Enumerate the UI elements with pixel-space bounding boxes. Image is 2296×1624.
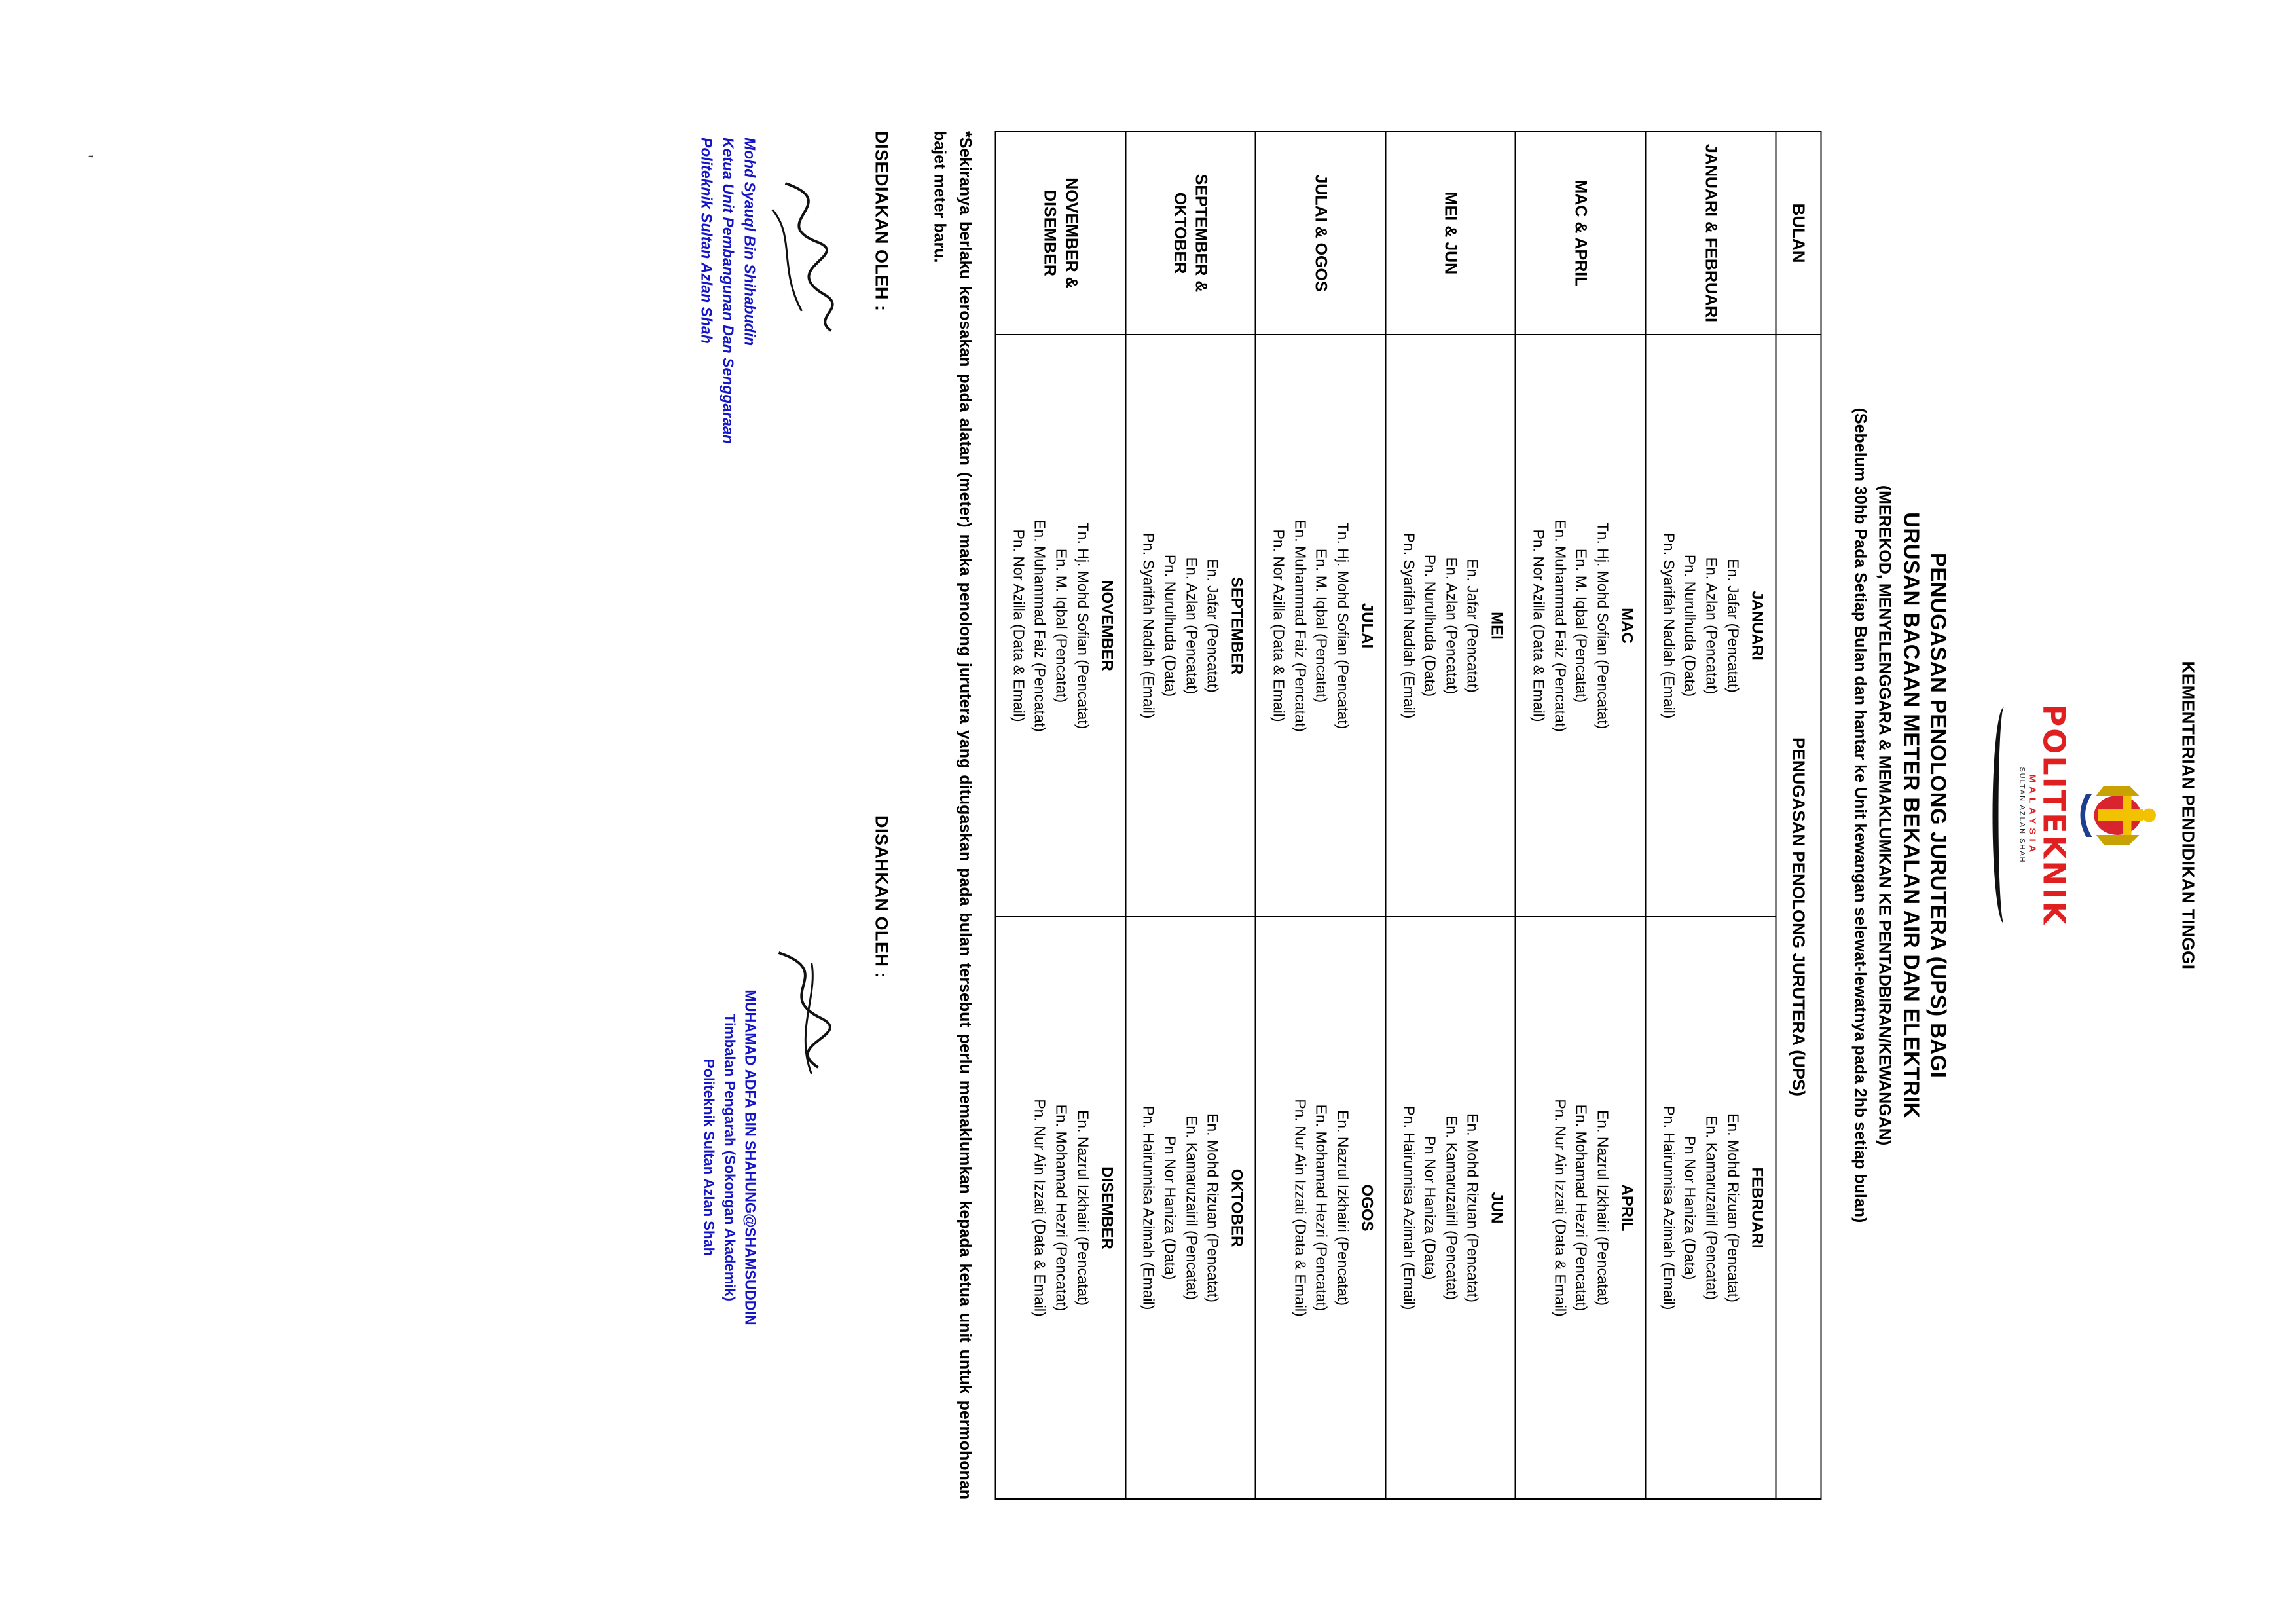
assignment-group — [1386, 335, 1515, 916]
assignee: Pn. Hairunnisa Azimah (Email) — [1660, 1105, 1677, 1310]
group-month: OGOS — [1357, 1184, 1376, 1232]
assignee: Pn Nor Haniza (Data) — [1421, 1135, 1439, 1280]
prepared-by-name-block — [695, 138, 760, 444]
group-month: SEPTEMBER — [1228, 576, 1246, 675]
table-row — [1255, 132, 1385, 1499]
assignee: Pn. Nurulhuda (Data) — [1681, 554, 1699, 697]
document-header — [1975, 131, 2198, 1500]
assignee: En. Kamaruzairil (Pencatat) — [1442, 1115, 1460, 1301]
assignee: En. Muhammad Faiz (Pencatat) — [1551, 519, 1569, 732]
assignee: Pn Nor Haniza (Data) — [1681, 1135, 1699, 1280]
assignee: Pn. Nur Ain Izzati (Data & Email) — [1031, 1099, 1049, 1317]
row-assignments — [1255, 335, 1385, 1499]
assignee: Tn. Hj. Mohd Sofian (Pencatat) — [1074, 522, 1091, 729]
assignee: En. Mohamad Hezri (Pencatat) — [1313, 1104, 1330, 1312]
assignee: Pn. Nor Azilla (Data & Email) — [1530, 529, 1548, 722]
group-month: NOVEMBER — [1097, 580, 1116, 671]
assignee: En. Azlan (Pencatat) — [1703, 557, 1721, 695]
assignee: Pn. Syarifah Nadiah (Email) — [1140, 532, 1157, 719]
assignee: Tn. Hj. Mohd Sofian (Pencatat) — [1334, 522, 1351, 729]
document-title-block — [1849, 131, 1952, 1500]
politeknik-campus: SULTAN AZLAN SHAH — [2018, 767, 2026, 864]
logo-area — [2018, 131, 2168, 1500]
row-month-label: MAC & APRIL — [1516, 132, 1646, 335]
assignee: En. Mohamad Hezri (Pencatat) — [1052, 1104, 1070, 1312]
prepared-by-block — [676, 131, 892, 815]
row-month-label: MEI & JUN — [1385, 132, 1516, 335]
malaysia-crest-icon — [2070, 766, 2168, 864]
row-month-label: NOVEMBER & DISEMBER — [995, 132, 1125, 335]
row-assignments — [1516, 335, 1646, 1499]
assignee: En. M. Iqbal (Pencatat) — [1573, 548, 1590, 703]
row-assignments — [1385, 335, 1516, 1499]
assignment-group — [1646, 335, 1775, 916]
signature-area — [676, 131, 892, 1500]
group-month: OKTOBER — [1228, 1168, 1246, 1247]
assignee: En. Nazrul Izkhairi (Pencatat) — [1334, 1109, 1351, 1306]
table-row — [1125, 132, 1256, 1499]
politeknik-subtitle: MALAYSIA — [2026, 774, 2037, 857]
table-header-row — [1776, 132, 1821, 1499]
group-month: MAC — [1618, 608, 1636, 644]
assignment-group — [1516, 916, 1645, 1498]
assignee: En. Nazrul Izkhairi (Pencatat) — [1074, 1109, 1091, 1306]
row-month-label: JANUARI & FEBRUARI — [1645, 132, 1776, 335]
assignee: En. Mohamad Hezri (Pencatat) — [1573, 1104, 1590, 1312]
assignee: Tn. Hj. Mohd Sofian (Pencatat) — [1594, 522, 1612, 729]
table-row — [1645, 132, 1776, 1499]
title-line-4: (Sebelum 30hb Pada Setiap Bulan dan hantar ke Unit kewangan selewat-lewatnya pada 2hb setiap bulan) — [1851, 407, 1870, 1223]
group-month: JULAI — [1357, 602, 1376, 649]
logo-swoosh-icon — [1992, 707, 2015, 923]
title-line-3: (MEREKOD, MENYELENGGARA & MEMAKLUMKAN KE PENTADBIRAN/KEWANGAN) — [1875, 485, 1894, 1146]
assignee: En. Muhammad Faiz (Pencatat) — [1031, 519, 1049, 732]
assignee: Pn. Hairunnisa Azimah (Email) — [1140, 1105, 1157, 1310]
prepared-by-label: DISEDIAKAN OLEH : — [871, 131, 892, 312]
assignee: En. Mohd Rizuan (Pencatat) — [1464, 1113, 1482, 1302]
assignee: En. Muhammad Faiz (Pencatat) — [1291, 519, 1309, 732]
group-month: FEBRUARI — [1747, 1167, 1766, 1249]
group-month: JANUARI — [1747, 591, 1766, 661]
group-month: JUN — [1487, 1192, 1506, 1224]
row-month-label: JULAI & OGOS — [1255, 132, 1385, 335]
footnote: *Sekiranya berlaku kerosakan pada alatan (meter) maka penolong jurutera yang ditugaskan pada bulan tersebut perlu memaklumkan kepada ketua unit untuk permohonan bajet meter baru. — [930, 131, 974, 1500]
group-month: DISEMBER — [1097, 1166, 1116, 1249]
assignment-group — [1126, 335, 1255, 916]
row-assignments — [1125, 335, 1256, 1499]
assignment-group — [1256, 335, 1385, 916]
assignee: En. Kamaruzairil (Pencatat) — [1182, 1115, 1200, 1301]
group-month: APRIL — [1618, 1184, 1636, 1232]
row-month-label: SEPTEMBER & OKTOBER — [1125, 132, 1256, 335]
assignee: En. Mohd Rizuan (Pencatat) — [1204, 1113, 1222, 1302]
prepared-by-position-1: Ketua Unit Pembangunan Dan Senggaraan — [720, 138, 737, 444]
page-edge-mark: ' — [75, 155, 96, 158]
assignee: En. Azlan (Pencatat) — [1182, 557, 1200, 695]
politeknik-logo — [1992, 665, 2069, 966]
assignee: En. Jafar (Pencatat) — [1724, 559, 1741, 693]
assignee: Pn. Nor Azilla (Data & Email) — [1010, 529, 1027, 722]
row-assignments — [995, 335, 1125, 1499]
ministry-name: KEMENTERIAN PENDIDIKAN TINGGI — [2178, 661, 2198, 970]
assignee: Pn. Nur Ain Izzati (Data & Email) — [1551, 1099, 1569, 1317]
assignee: En. M. Iqbal (Pencatat) — [1313, 548, 1330, 703]
assignment-group — [1646, 916, 1775, 1498]
assignee: Pn. Nurulhuda (Data) — [1161, 554, 1178, 697]
assignee: Pn. Syarifah Nadiah (Email) — [1400, 532, 1417, 719]
politeknik-wordmark: POLITEKNIK — [2036, 704, 2071, 927]
title-line-2: URUSAN BACAAN METER BEKALAN AIR DAN ELEKTRIK — [1899, 512, 1923, 1118]
assignment-group — [1386, 916, 1515, 1498]
handwritten-signature-icon — [759, 933, 858, 1103]
table-row — [995, 132, 1125, 1499]
assignee: Pn. Hairunnisa Azimah (Email) — [1400, 1105, 1417, 1310]
assignee: En. Jafar (Pencatat) — [1464, 559, 1482, 693]
verified-by-position-2: Politeknik Sultan Azlan Shah — [700, 1058, 717, 1257]
assignment-group — [1516, 335, 1645, 916]
assignment-group — [996, 335, 1125, 916]
assignee: En. Azlan (Pencatat) — [1442, 557, 1460, 695]
group-month: MEI — [1487, 612, 1506, 640]
assignee: Pn. Nurulhuda (Data) — [1421, 554, 1439, 697]
handwritten-signature-icon — [759, 170, 858, 341]
assignment-table — [994, 131, 1821, 1500]
verified-by-label: DISAHKAN OLEH : — [871, 815, 892, 978]
prepared-by-position-2: Politeknik Sultan Azlan Shah — [697, 138, 715, 344]
title-line-1: PENUGASAN PENOLONG JURUTERA (UPS) BAGI — [1926, 552, 1950, 1079]
assignment-group — [1126, 916, 1255, 1498]
header-bulan: BULAN — [1776, 132, 1821, 335]
assignee: Pn. Nur Ain Izzati (Data & Email) — [1291, 1099, 1309, 1317]
prepared-by-name: Mohd Syauql Bin Shihabudin — [741, 138, 759, 346]
assignee: Pn Nor Haniza (Data) — [1161, 1135, 1178, 1280]
assignee: En. M. Iqbal (Pencatat) — [1052, 548, 1070, 703]
assignee: Pn. Syarifah Nadiah (Email) — [1660, 532, 1677, 719]
assignment-group — [996, 916, 1125, 1498]
verified-by-position-1: Timbalan Pengarah (Sokongan Akademik) — [721, 1014, 738, 1301]
header-penugasan: PENUGASAN PENOLONG JURUTERA (UPS) — [1776, 335, 1821, 1499]
assignment-group — [1256, 916, 1385, 1498]
assignee: En. Mohd Rizuan (Pencatat) — [1724, 1113, 1741, 1302]
verified-by-block — [676, 815, 892, 1500]
assignee: Pn. Nor Azilla (Data & Email) — [1269, 529, 1287, 722]
table-row — [1516, 132, 1646, 1499]
assignee: En. Kamaruzairil (Pencatat) — [1703, 1115, 1721, 1301]
assignee: En. Nazrul Izkhairi (Pencatat) — [1594, 1109, 1612, 1306]
assignee: En. Jafar (Pencatat) — [1204, 559, 1222, 693]
verified-by-name: MUHAMAD ADFA BIN SHAHUNG@SHAMSUDDIN — [742, 989, 759, 1325]
verified-by-name-block — [698, 815, 761, 1500]
table-row — [1385, 132, 1516, 1499]
row-assignments — [1645, 335, 1776, 1499]
